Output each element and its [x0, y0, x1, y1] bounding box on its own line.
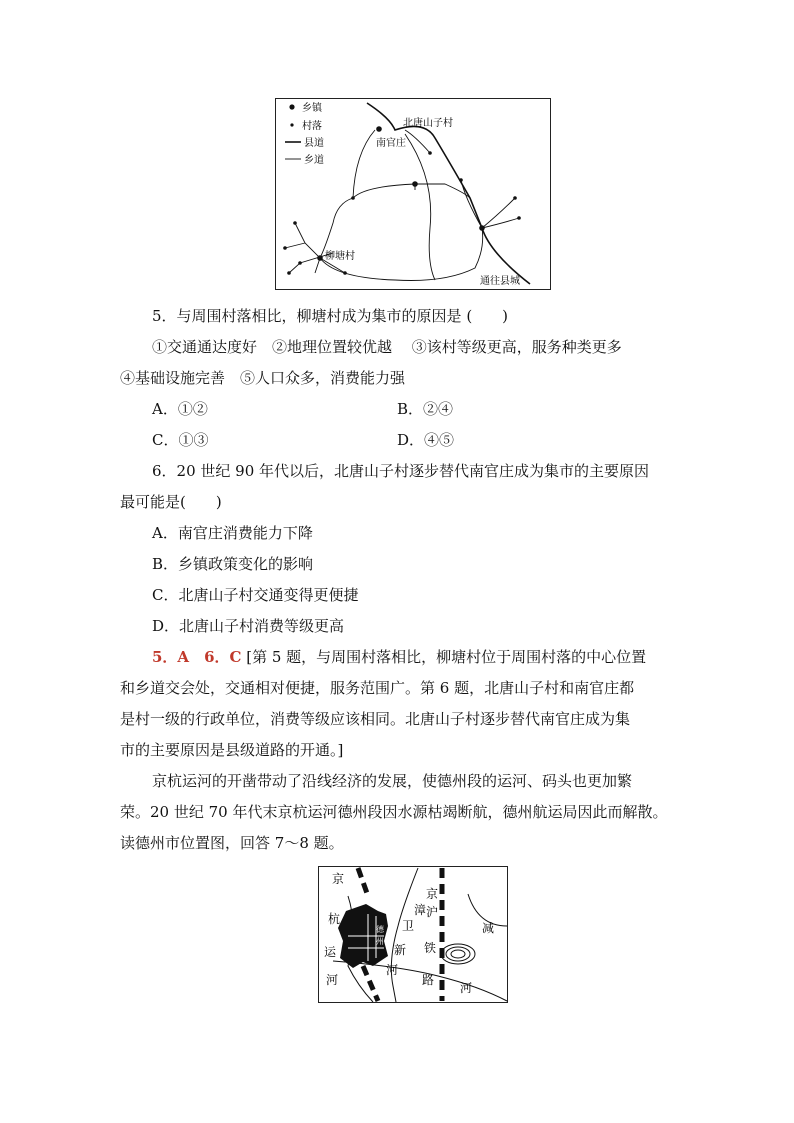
intro-line1: 京杭运河的开凿带动了沿线经济的发展，使德州段的运河、码头也更加繁	[152, 772, 633, 790]
label-jian: 减	[482, 921, 495, 935]
label-he1: 河	[326, 973, 339, 987]
q5-option-b: B．②④	[397, 400, 454, 418]
label-wei: 卫	[402, 919, 415, 933]
village-road-map	[275, 98, 551, 290]
intro-line2: 荣。20 世纪 70 年代末京杭运河德州段因水源枯竭断航，德州航运局因此而解散。	[120, 803, 668, 821]
answer-line4: 市的主要原因是县级道路的开通。]	[120, 741, 344, 759]
town-legend-icon	[289, 104, 294, 109]
q6-option-a: A．南官庄消费能力下降	[152, 524, 313, 542]
q5-items-line2: ④基础设施完善 ⑤人口众多，消费能力强	[120, 369, 406, 387]
q6-option-d: D．北唐山子村消费等级更高	[152, 617, 345, 635]
label-yun: 运	[324, 945, 337, 959]
q5-option-c: C．①③	[152, 431, 209, 449]
to-county-label: 通往县城	[480, 276, 520, 287]
q6-option-b: B．乡镇政策变化的影响	[152, 555, 314, 573]
nanguan-label: 南官庄	[376, 138, 406, 149]
q5-items-line1: ①交通通达度好 ②地理位置较优越 ③该村等级更高，服务种类更多	[152, 338, 622, 356]
label-lu: 路	[422, 973, 435, 987]
label-zhou: 州	[376, 937, 384, 946]
answer-line3: 是村一级的行政单位，消费等级应该相同。北唐山子村逐步替代南官庄成为集	[120, 710, 631, 728]
label-xin: 新	[394, 943, 407, 957]
label-he3: 河	[460, 981, 473, 995]
village-legend-icon	[290, 123, 293, 126]
legend-township-road: 乡道	[304, 155, 324, 166]
label-de: 德	[376, 925, 384, 934]
label-he2: 河	[386, 963, 399, 977]
label-jing1: 京	[332, 872, 345, 886]
q5-stem: 5．与周围村落相比，柳塘村成为集市的原因是 ( )	[152, 307, 509, 325]
q6-stem-line2: 最可能是( )	[120, 493, 222, 511]
intro-line3: 读德州市位置图，回答 7～8 题。	[120, 834, 344, 852]
label-hang: 杭	[328, 912, 341, 926]
q6-stem-line1: 6．20 世纪 90 年代以后，北唐山子村逐步替代南官庄成为集市的主要原因	[152, 462, 650, 480]
label-tie: 铁	[424, 941, 437, 955]
answer-key: 5．A 6．C	[152, 648, 242, 666]
liutang-label: 柳塘村	[325, 251, 355, 262]
dezhou-location-map	[318, 866, 508, 1003]
answer-line1-text: [第 5 题，与周围村落相比，柳塘村位于周围村落的中心位置	[246, 648, 647, 666]
q6-option-c: C．北唐山子村交通变得更便捷	[152, 586, 359, 604]
q5-option-a: A．①②	[152, 400, 208, 418]
beitang-label: 北唐山子村	[403, 118, 453, 129]
legend-county-road: 县道	[304, 138, 324, 149]
q5-option-d: D．④⑤	[397, 431, 455, 449]
label-zhang: 漳	[414, 903, 427, 917]
answer-line1	[152, 647, 646, 667]
legend-village: 村落	[302, 121, 322, 132]
answer-line2: 和乡道交会处，交通相对便捷，服务范围广。第 6 题，北唐山子村和南官庄都	[120, 679, 635, 697]
legend-town: 乡镇	[302, 103, 322, 114]
label-jing2: 京	[426, 887, 439, 901]
label-hu: 沪	[426, 905, 439, 919]
